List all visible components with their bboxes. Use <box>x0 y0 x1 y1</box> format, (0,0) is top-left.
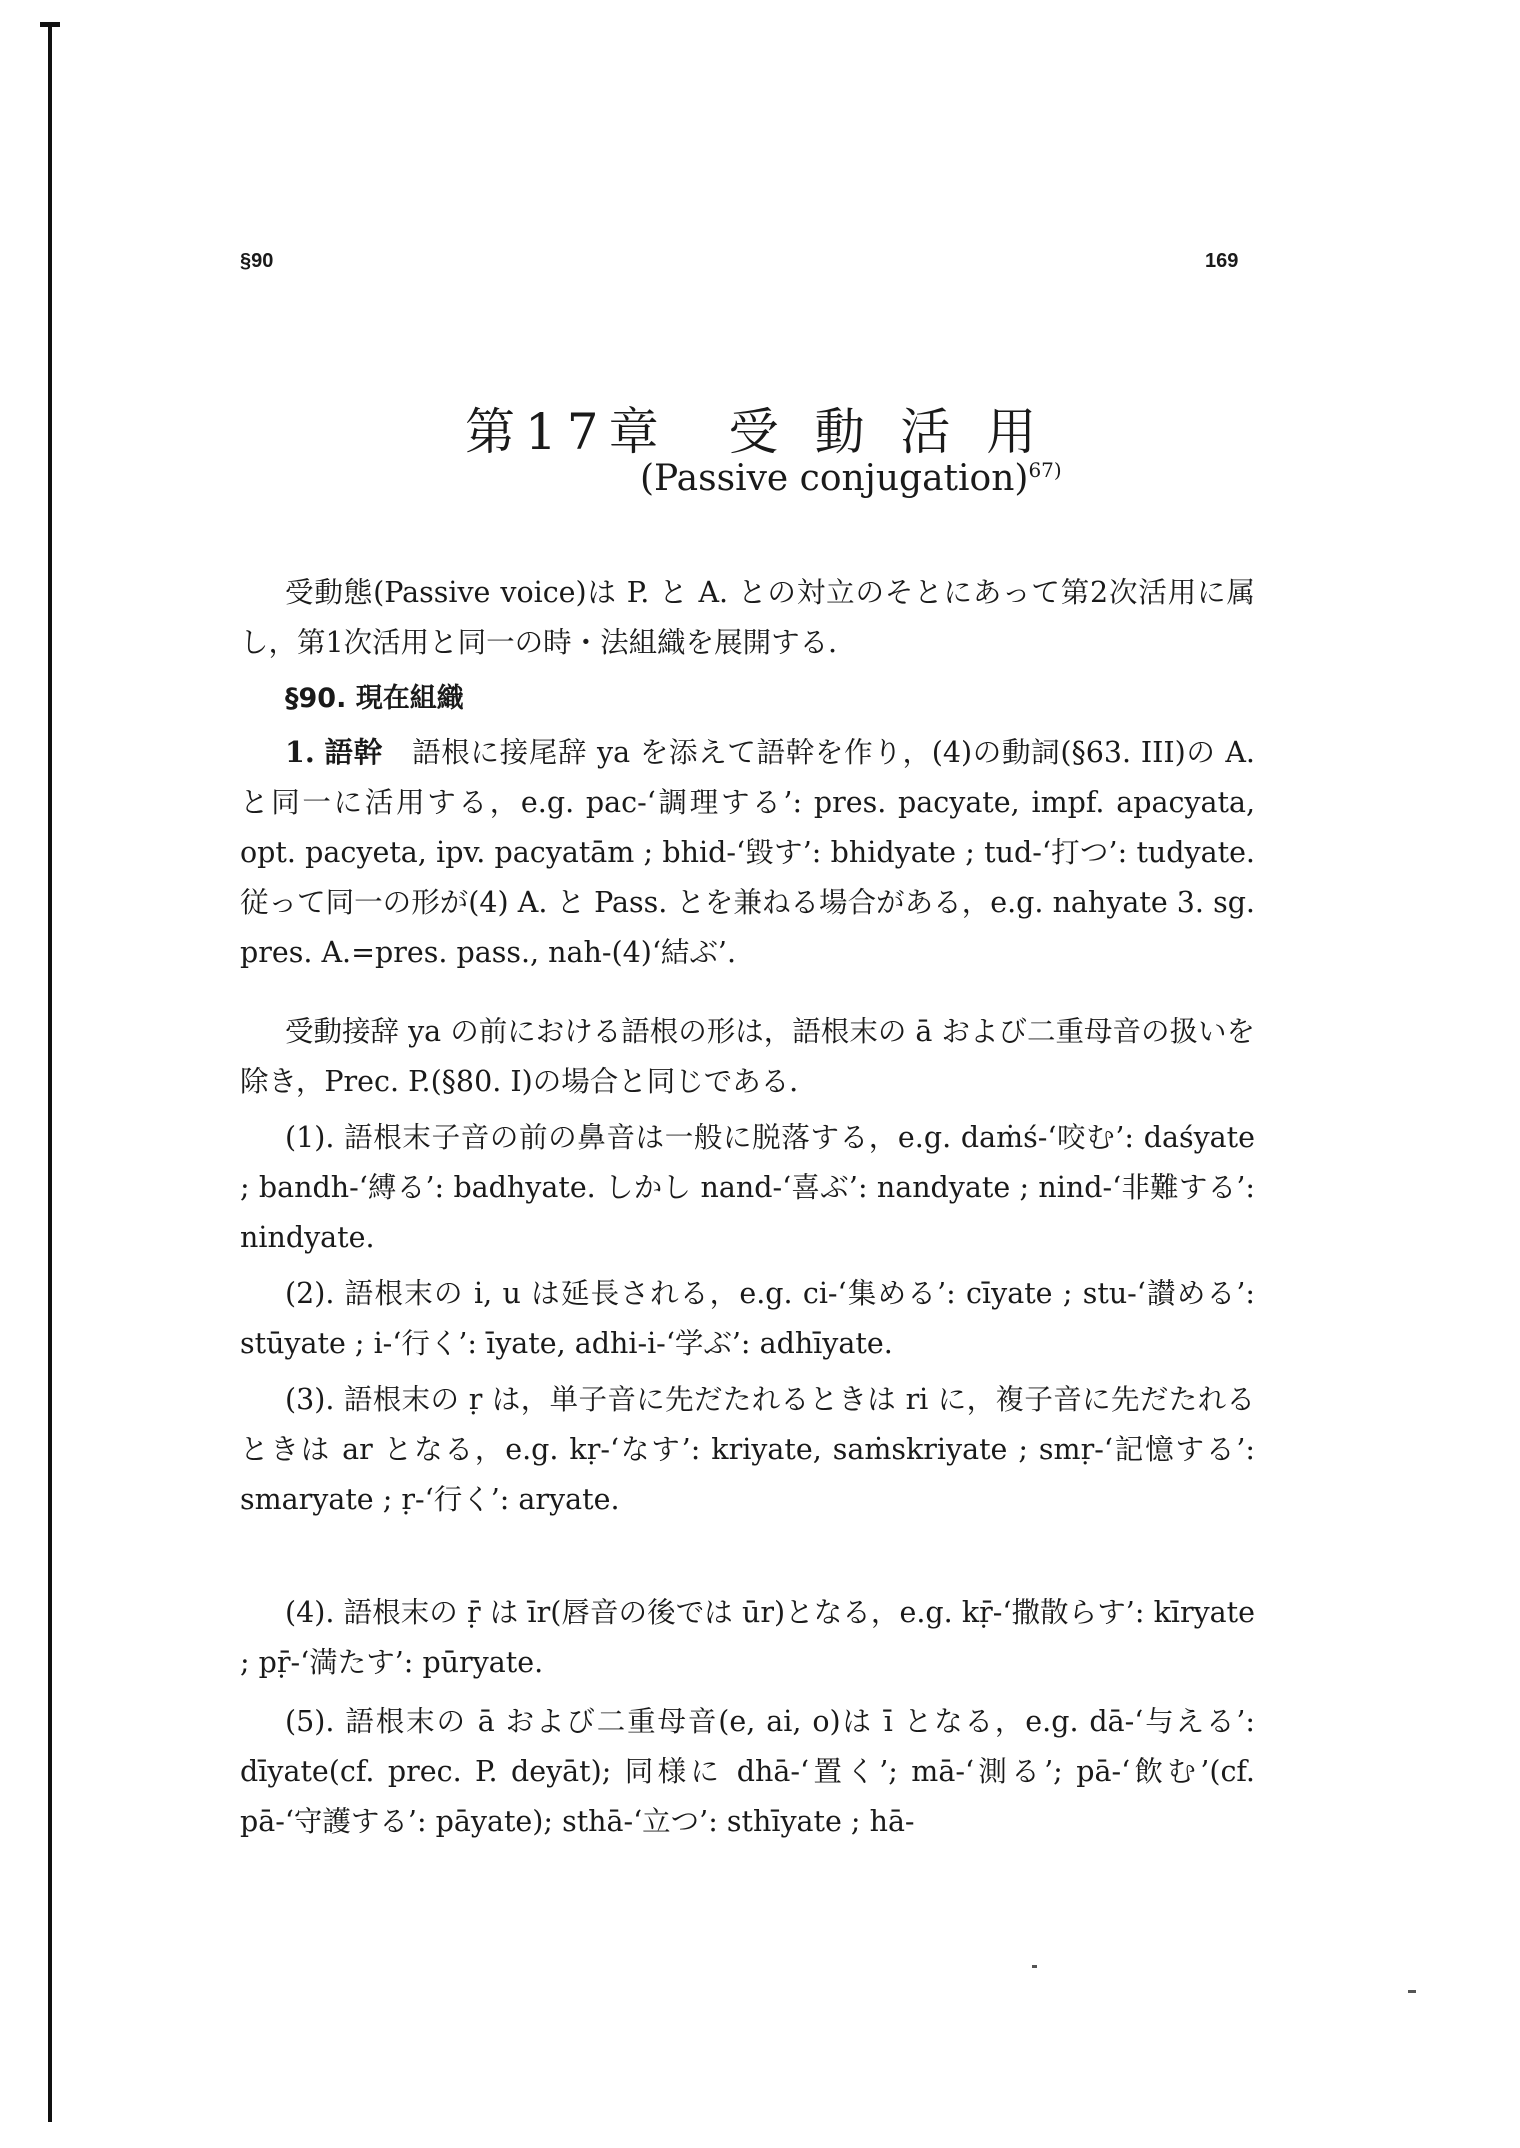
binding-edge-tick <box>40 22 60 27</box>
ya-text: 受動接辞 ya の前における語根の形は，語根末の ā および二重母音の扱いを除き，Prec. P.(§80. I)の場合と同じである． <box>240 1015 1255 1098</box>
running-head-section: §90 <box>240 250 274 272</box>
stem-body: 語根に接尾辞 ya を添えて語幹を作り，(4)の動詞(§63. III)の A. と同一に活用する，e.g. pac-‘調理する’: pres. pacyate, impf. apacyata, opt. pacyeta, ipv. pacyatām ; bhid-‘毀す’: bhidyate ; tud-‘打つ’: tudyate. 従って同一の形が(4) A. と Pass. とを兼ねる場合がある，e.g. nahyate 3. sg. pres. A.=pres. pass., nah-(4)‘結ぶ’. <box>240 736 1255 969</box>
rule-2-paragraph <box>240 1269 1255 1369</box>
chapter-title: 第17章 受 動 活 用 <box>465 403 1047 461</box>
stem-paragraph <box>240 727 1255 978</box>
scan-speck <box>1032 1965 1037 1968</box>
footnote-reference: 67) <box>1028 458 1062 482</box>
stem-label: 語幹 <box>324 735 383 769</box>
section-heading: §90. 現在組織 <box>285 683 464 714</box>
ya-paragraph <box>240 1007 1255 1107</box>
rule-5-paragraph <box>240 1697 1255 1847</box>
binding-edge-line <box>48 22 52 2122</box>
scan-speck <box>1408 1990 1416 1993</box>
page-number: 169 <box>1205 250 1239 272</box>
rule-3-text: (3). 語根末の ṛ は，単子音に先だたれるときは ri に，複子音に先だたれるときは ar となる，e.g. kṛ-‘なす’: kriyate, saṁskriyate ; smṛ-‘記憶する’: smaryate ; ṛ-‘行く’: aryate. <box>240 1383 1255 1516</box>
stem-number: 1. <box>285 735 315 769</box>
rule-5-text: (5). 語根末の ā および二重母音(e, ai, o)は ī となる，e.g. dā-‘与える’: dīyate(cf. prec. P. deyāt); 同様に dhā-‘置く’; mā-‘測る’; pā-‘飲む’(cf. pā-‘守護する’: pāyate); sthā-‘立つ’: sthīyate ; hā- <box>240 1705 1255 1838</box>
chapter-subtitle-text: (Passive conjugation) <box>640 458 1029 499</box>
intro-text: 受動態(Passive voice)は P. と A. との対立のそとにあって第2次活用に属し，第1次活用と同一の時・法組織を展開する． <box>240 576 1255 659</box>
rule-3-paragraph <box>240 1375 1255 1525</box>
rule-2-text: (2). 語根末の i, u は延長される，e.g. ci-‘集める’: cīyate ; stu-‘讃める’: stūyate ; i-‘行く’: īyate, adhi-i-‘学ぶ’: adhīyate. <box>240 1277 1255 1360</box>
intro-paragraph <box>240 568 1255 668</box>
chapter-subtitle <box>640 458 1062 499</box>
section-heading-block <box>240 674 1255 724</box>
rule-4-paragraph <box>240 1588 1255 1688</box>
rule-4-text: (4). 語根末の ṝ は īr(唇音の後では ūr)となる，e.g. kṝ-‘撒散らす’: kīryate ; pṝ-‘満たす’: pūryate. <box>240 1596 1255 1679</box>
rule-1-text: (1). 語根末子音の前の鼻音は一般に脱落する，e.g. daṁś-‘咬む’: daśyate ; bandh-‘縛る’: badhyate. しかし nand-‘喜ぶ’: nandyate ; nind-‘非難する’: nindyate. <box>240 1121 1255 1254</box>
stem-text <box>240 727 1255 978</box>
rule-1-paragraph <box>240 1113 1255 1263</box>
